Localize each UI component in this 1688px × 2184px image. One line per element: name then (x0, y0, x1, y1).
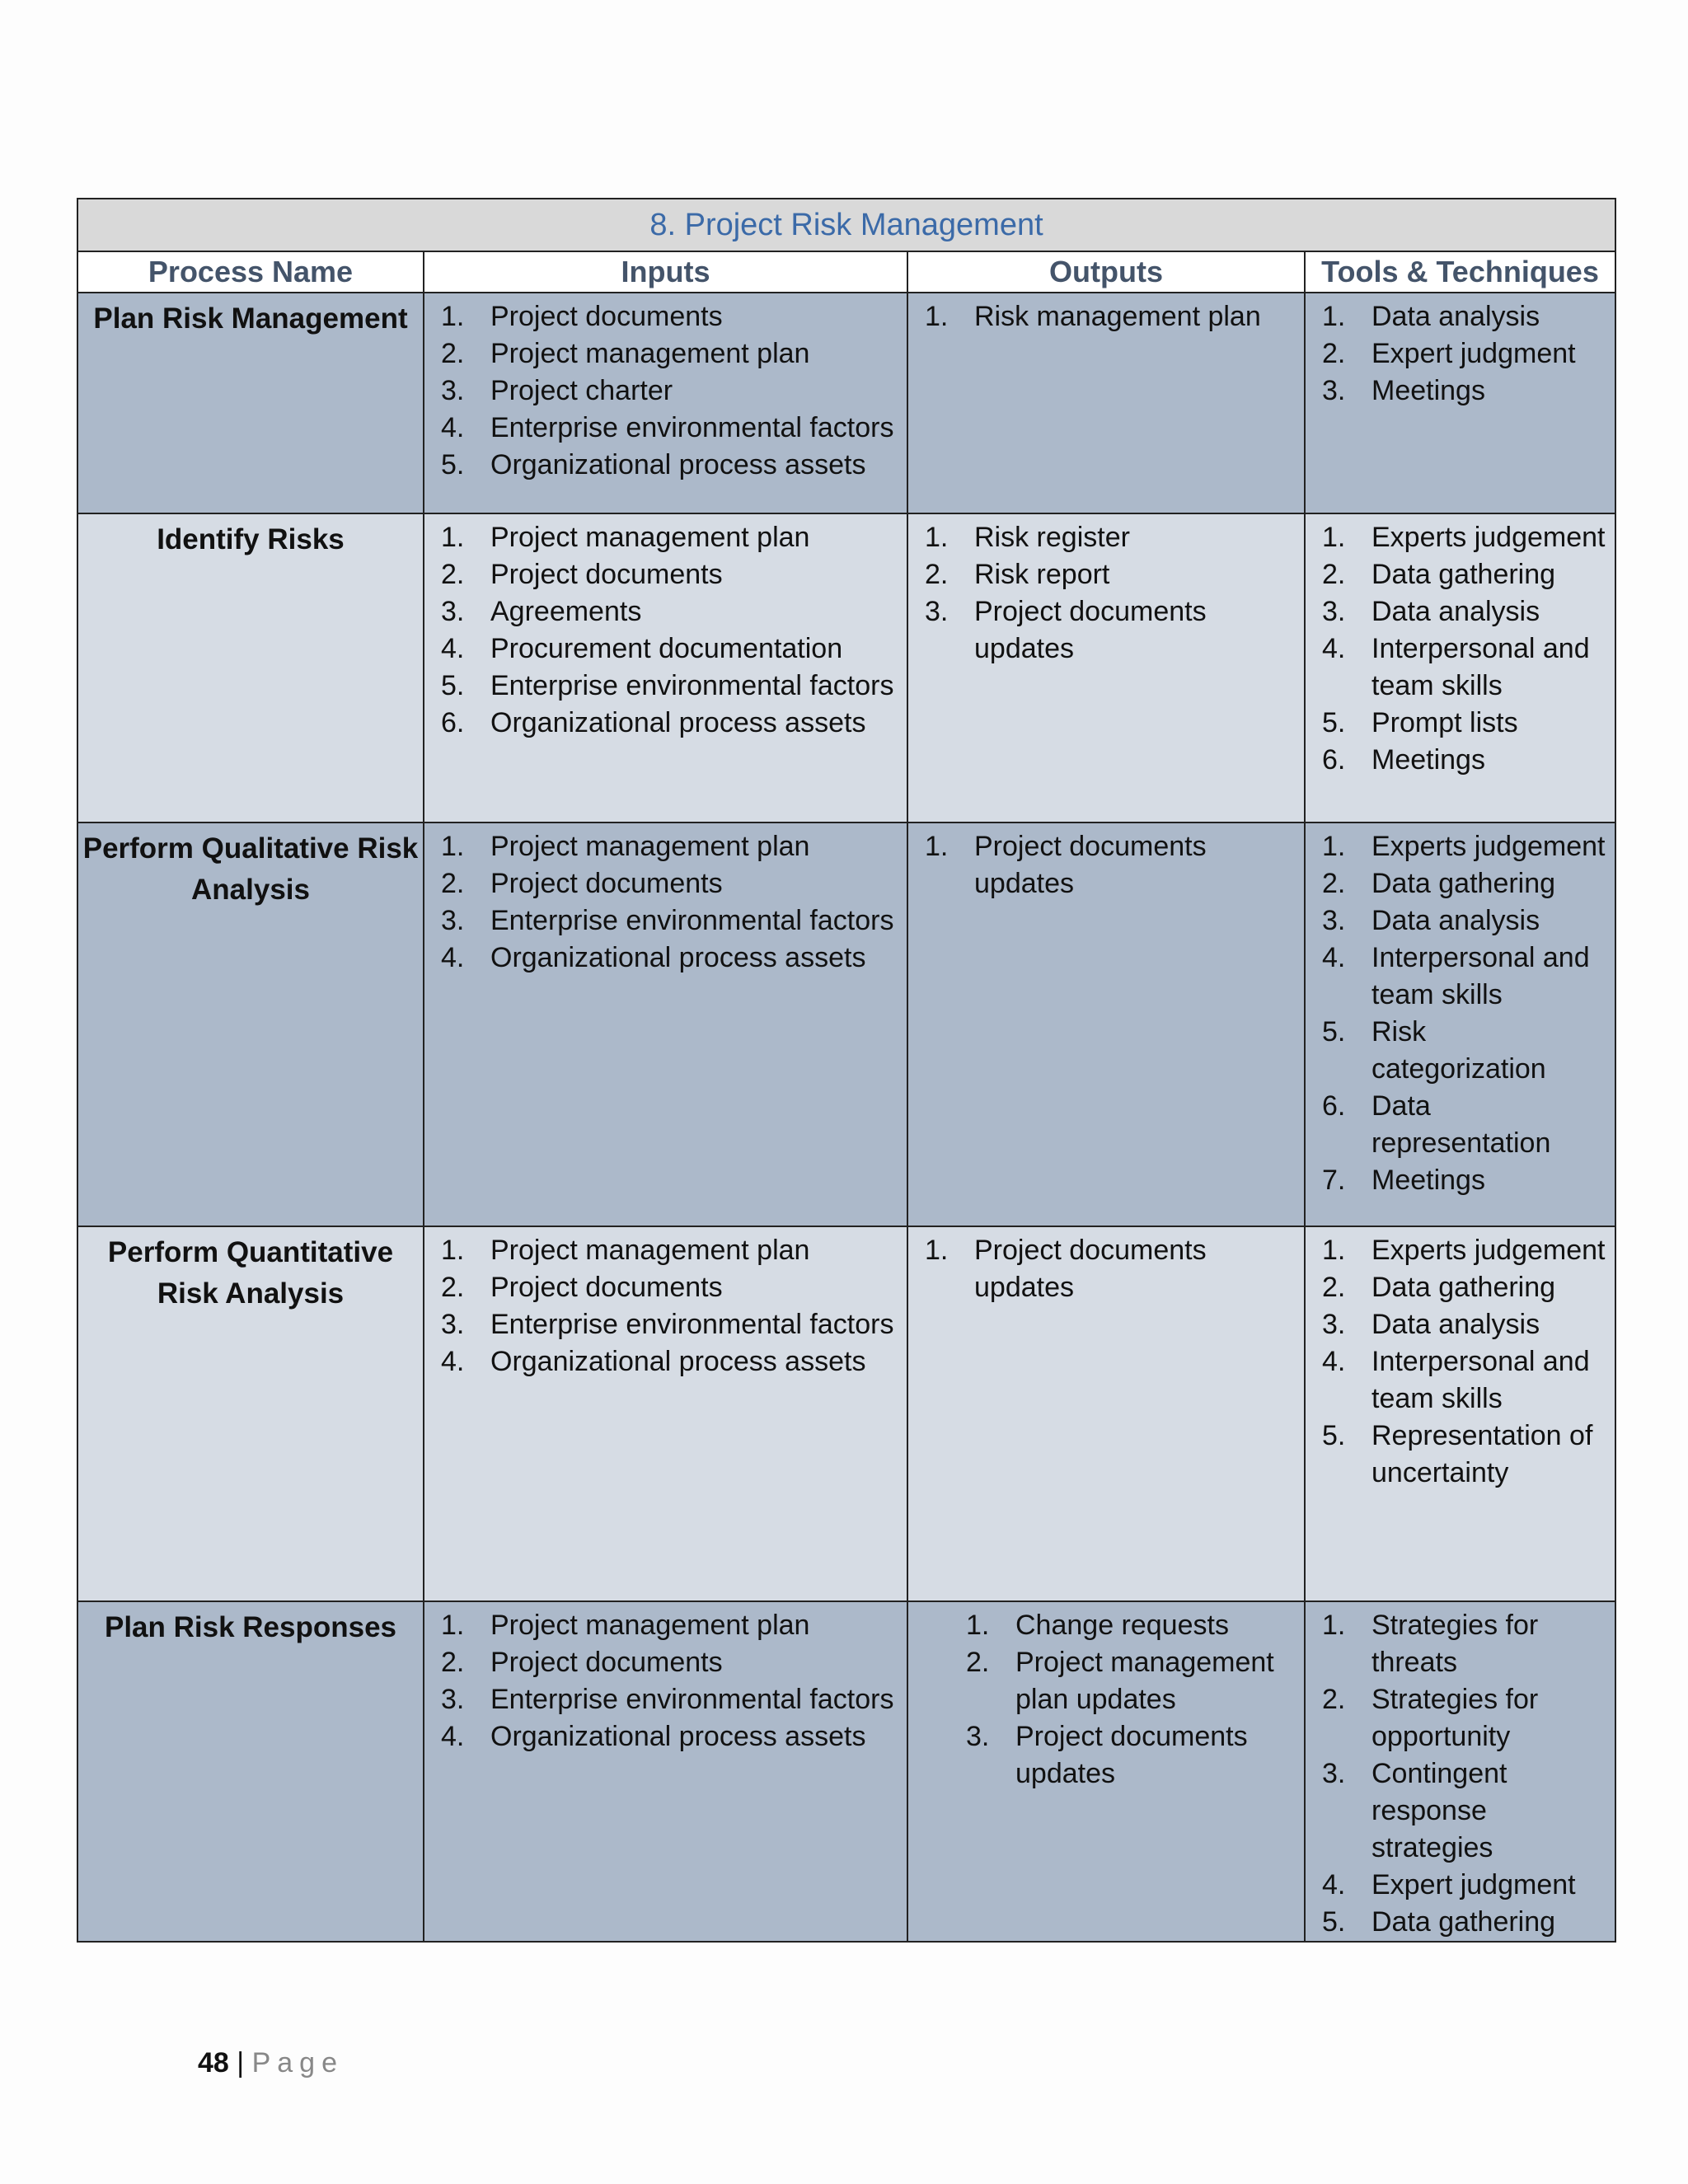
inputs-cell (424, 1601, 907, 1942)
list-number: 5. (441, 670, 465, 701)
list-item (966, 1644, 1296, 1718)
list-number: 1. (1322, 301, 1346, 332)
list-number: 3. (1322, 1758, 1346, 1789)
list-number: 1. (925, 831, 949, 862)
list-text: Data analysis (1372, 301, 1540, 332)
list-number: 4. (441, 1346, 465, 1377)
list-item (925, 828, 1296, 902)
list-item (441, 705, 898, 742)
list-text: Data analysis (1372, 596, 1540, 627)
list-number: 5. (441, 449, 465, 480)
list-item (1322, 630, 1606, 705)
list-item (1322, 1269, 1606, 1306)
list-text: Organizational process assets (490, 707, 866, 738)
list-number: 2. (441, 559, 465, 590)
list-item (1322, 1867, 1606, 1904)
outputs-cell (907, 513, 1305, 823)
process-name-cell: Perform Quantitative Risk Analysis (77, 1226, 424, 1601)
outputs-list (908, 823, 1304, 902)
list-item (1322, 1088, 1606, 1162)
list-text: Project documents (490, 1272, 723, 1303)
list-number: 1. (1322, 1235, 1346, 1266)
list-item (1322, 1607, 1606, 1681)
list-number: 2. (1322, 559, 1346, 590)
list-item (1322, 1904, 1606, 1941)
list-number: 2. (1322, 1272, 1346, 1303)
list-item (441, 1306, 898, 1343)
inputs-list (424, 1602, 907, 1755)
list-text: Strategies for threats (1372, 1610, 1539, 1678)
list-number: 4. (1322, 1346, 1346, 1377)
inputs-list (424, 514, 907, 742)
list-item (1322, 373, 1606, 410)
list-item (1322, 1162, 1606, 1199)
list-number: 5. (1322, 1016, 1346, 1047)
list-item (1322, 1755, 1606, 1867)
list-item (441, 1718, 898, 1755)
list-number: 3. (441, 905, 465, 936)
list-text: Project documents (490, 1647, 723, 1678)
inputs-cell (424, 823, 907, 1226)
list-item (1322, 1343, 1606, 1418)
page-footer (198, 2047, 344, 2079)
list-text: Data gathering (1372, 1906, 1556, 1938)
list-item (1322, 298, 1606, 335)
list-text: Experts judgement (1372, 522, 1606, 553)
list-item (925, 519, 1296, 556)
list-text: Interpersonal and team skills (1372, 942, 1590, 1010)
list-text: Data gathering (1372, 868, 1556, 899)
table-row (77, 1601, 1615, 1942)
list-text: Data gathering (1372, 559, 1556, 590)
header-process-name: Process Name (77, 251, 424, 293)
list-number: 1. (441, 301, 465, 332)
list-text: Project documents updates (974, 1235, 1207, 1303)
list-text: Risk management plan (974, 301, 1261, 332)
list-item (441, 902, 898, 940)
list-text: Project documents (490, 559, 723, 590)
inputs-cell (424, 293, 907, 513)
list-number: 5. (1322, 707, 1346, 738)
list-text: Organizational process assets (490, 1721, 866, 1752)
list-item (1322, 940, 1606, 1014)
list-item (441, 865, 898, 902)
list-number: 1. (925, 1235, 949, 1266)
list-text: Data representation (1372, 1090, 1551, 1159)
footer-separator: | (237, 2047, 245, 2079)
list-number: 1. (966, 1610, 990, 1641)
list-text: Enterprise environmental factors (490, 905, 894, 936)
list-number: 3. (441, 375, 465, 406)
list-item (441, 373, 898, 410)
list-number: 2. (441, 868, 465, 899)
list-text: Enterprise environmental factors (490, 1684, 894, 1715)
list-item (441, 298, 898, 335)
list-number: 1. (1322, 831, 1346, 862)
list-item (1322, 556, 1606, 593)
list-item (441, 1681, 898, 1718)
risk-management-table (77, 198, 1616, 1943)
list-text: Strategies for opportunity (1372, 1684, 1539, 1752)
list-text: Risk register (974, 522, 1130, 553)
list-text: Representation of uncertainty (1372, 1420, 1593, 1488)
table-row (77, 1226, 1615, 1601)
table-title: 8. Project Risk Management (77, 199, 1615, 251)
list-number: 3. (1322, 375, 1346, 406)
list-number: 4. (441, 633, 465, 664)
list-number: 3. (966, 1721, 990, 1752)
list-item (1322, 902, 1606, 940)
list-item (441, 828, 898, 865)
list-number: 7. (1322, 1165, 1346, 1196)
list-text: Prompt lists (1372, 707, 1518, 738)
table-row (77, 823, 1615, 1226)
list-text: Risk categorization (1372, 1016, 1546, 1085)
list-text: Project documents (490, 868, 723, 899)
list-item (1322, 1681, 1606, 1755)
list-text: Contingent response strategies (1372, 1758, 1507, 1863)
list-item (1322, 1306, 1606, 1343)
list-text: Enterprise environmental factors (490, 670, 894, 701)
list-item (925, 593, 1296, 668)
list-number: 1. (925, 301, 949, 332)
list-number: 1. (925, 522, 949, 553)
list-item (925, 298, 1296, 335)
list-number: 5. (1322, 1420, 1346, 1451)
list-text: Risk report (974, 559, 1110, 590)
outputs-cell (907, 1601, 1305, 1942)
list-item (1322, 705, 1606, 742)
list-number: 3. (925, 596, 949, 627)
list-item (441, 940, 898, 977)
list-text: Agreements (490, 596, 642, 627)
tools-list (1306, 823, 1615, 1199)
list-text: Procurement documentation (490, 633, 843, 664)
list-text: Project management plan (490, 831, 810, 862)
process-name-cell: Identify Risks (77, 513, 424, 823)
list-text: Experts judgement (1372, 831, 1606, 862)
list-text: Project charter (490, 375, 673, 406)
header-tools: Tools & Techniques (1305, 251, 1615, 293)
inputs-cell (424, 513, 907, 823)
list-number: 4. (1322, 633, 1346, 664)
list-text: Meetings (1372, 375, 1485, 406)
list-text: Project management plan (490, 522, 810, 553)
tools-cell (1305, 823, 1615, 1226)
list-item (441, 447, 898, 484)
list-item (441, 335, 898, 373)
outputs-list (908, 293, 1304, 335)
list-number: 3. (1322, 596, 1346, 627)
tools-list (1306, 514, 1615, 779)
table-row (77, 293, 1615, 513)
list-number: 2. (441, 1272, 465, 1303)
list-number: 6. (1322, 1090, 1346, 1122)
list-text: Project management plan updates (1015, 1647, 1274, 1715)
list-text: Expert judgment (1372, 338, 1576, 369)
list-number: 1. (1322, 522, 1346, 553)
list-number: 2. (925, 559, 949, 590)
list-number: 3. (1322, 905, 1346, 936)
list-number: 3. (441, 596, 465, 627)
list-item (441, 1343, 898, 1380)
list-text: Organizational process assets (490, 1346, 866, 1377)
list-number: 2. (1322, 1684, 1346, 1715)
outputs-cell (907, 293, 1305, 513)
list-item (1322, 1232, 1606, 1269)
table-row (77, 513, 1615, 823)
list-number: 2. (966, 1647, 990, 1678)
outputs-list (908, 1227, 1304, 1306)
list-text: Meetings (1372, 744, 1485, 776)
list-number: 2. (1322, 338, 1346, 369)
list-item (1322, 742, 1606, 779)
header-outputs: Outputs (907, 251, 1305, 293)
outputs-list (908, 1602, 1304, 1793)
outputs-cell (907, 1226, 1305, 1601)
list-item (441, 519, 898, 556)
list-number: 2. (441, 1647, 465, 1678)
list-text: Project management plan (490, 1235, 810, 1266)
list-item (925, 556, 1296, 593)
page-number: 48 (198, 2047, 229, 2079)
list-text: Project management plan (490, 1610, 810, 1641)
process-name-cell: Plan Risk Responses (77, 1601, 424, 1942)
list-text: Project documents updates (1015, 1721, 1248, 1789)
list-text: Expert judgment (1372, 1869, 1576, 1900)
process-name-cell: Plan Risk Management (77, 293, 424, 513)
list-text: Organizational process assets (490, 449, 866, 480)
list-item (441, 1232, 898, 1269)
inputs-list (424, 293, 907, 484)
header-inputs: Inputs (424, 251, 907, 293)
list-number: 2. (1322, 868, 1346, 899)
list-number: 1. (441, 1235, 465, 1266)
list-item (925, 1232, 1296, 1306)
tools-list (1306, 1602, 1615, 1941)
list-text: Project documents updates (974, 596, 1207, 664)
list-item (966, 1607, 1296, 1644)
list-number: 1. (441, 1610, 465, 1641)
list-number: 4. (1322, 1869, 1346, 1900)
inputs-list (424, 823, 907, 977)
list-text: Organizational process assets (490, 942, 866, 973)
list-item (441, 410, 898, 447)
tools-cell (1305, 293, 1615, 513)
page-word: Page (251, 2047, 344, 2079)
list-text: Meetings (1372, 1165, 1485, 1196)
list-number: 4. (1322, 942, 1346, 973)
list-text: Project documents (490, 301, 723, 332)
list-text: Change requests (1015, 1610, 1229, 1641)
list-text: Data analysis (1372, 905, 1540, 936)
list-number: 6. (441, 707, 465, 738)
inputs-cell (424, 1226, 907, 1601)
list-number: 4. (441, 1721, 465, 1752)
list-number: 5. (1322, 1906, 1346, 1938)
list-number: 1. (1322, 1610, 1346, 1641)
list-text: Experts judgement (1372, 1235, 1606, 1266)
list-number: 3. (1322, 1309, 1346, 1340)
list-text: Enterprise environmental factors (490, 1309, 894, 1340)
list-item (966, 1718, 1296, 1793)
list-item (441, 556, 898, 593)
list-text: Project management plan (490, 338, 810, 369)
tools-cell (1305, 1601, 1615, 1942)
list-item (1322, 1014, 1606, 1088)
list-number: 1. (441, 522, 465, 553)
list-item (441, 593, 898, 630)
list-item (441, 1607, 898, 1644)
list-number: 2. (441, 338, 465, 369)
list-number: 6. (1322, 744, 1346, 776)
list-item (441, 630, 898, 668)
list-item (1322, 1418, 1606, 1492)
list-item (1322, 828, 1606, 865)
list-item (441, 1269, 898, 1306)
list-number: 4. (441, 942, 465, 973)
outputs-cell (907, 823, 1305, 1226)
process-name-cell: Perform Qualitative Risk Analysis (77, 823, 424, 1226)
list-text: Enterprise environmental factors (490, 412, 894, 443)
list-number: 3. (441, 1309, 465, 1340)
list-item (1322, 865, 1606, 902)
tools-cell (1305, 1226, 1615, 1601)
list-item (1322, 519, 1606, 556)
list-text: Project documents updates (974, 831, 1207, 899)
list-item (1322, 593, 1606, 630)
list-text: Data gathering (1372, 1272, 1556, 1303)
list-item (441, 668, 898, 705)
tools-cell (1305, 513, 1615, 823)
outputs-list (908, 514, 1304, 668)
table-body (77, 293, 1615, 1942)
list-item (441, 1644, 898, 1681)
list-item (1322, 335, 1606, 373)
list-text: Interpersonal and team skills (1372, 1346, 1590, 1414)
inputs-list (424, 1227, 907, 1380)
list-text: Data analysis (1372, 1309, 1540, 1340)
tools-list (1306, 1227, 1615, 1492)
list-number: 4. (441, 412, 465, 443)
list-number: 1. (441, 831, 465, 862)
list-number: 3. (441, 1684, 465, 1715)
tools-list (1306, 293, 1615, 410)
list-text: Interpersonal and team skills (1372, 633, 1590, 701)
